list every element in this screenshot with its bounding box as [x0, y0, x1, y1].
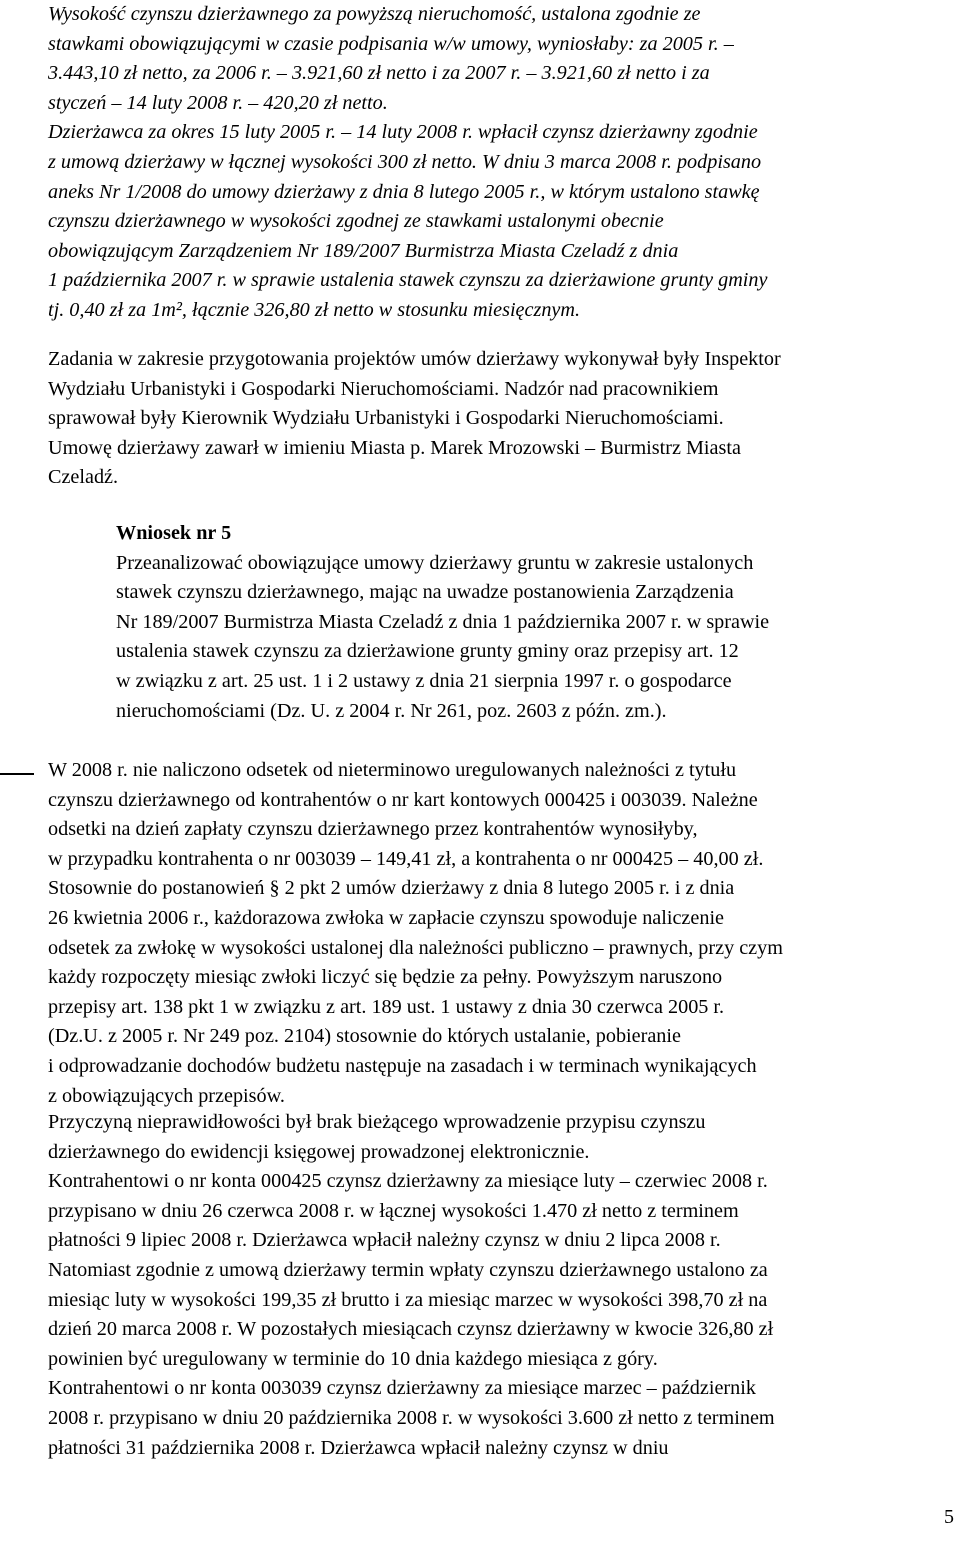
paragraph-responsibility: Zadania w zakresie przygotowania projektów umów dzierżawy wykonywał były Inspektor Wydziału Urbanistyki i Gospodarki Nieruchomościami. Nadzór nad pracownikiem sprawował były Kierownik Wydziału Urbanistyki i Gospodarki Nieruchomościami. Umowę dzierżawy zawarł w imieniu Miasta p. Marek Mrozowski – Burmistrz Miasta Czeladź. — [48, 348, 781, 489]
paragraph-interest: W 2008 r. nie naliczono odsetek od nieterminowo uregulowanych należności z tytułu czynszu dzierżawnego od kontrahentów o nr kart kontowych 000425 i 003039. Należne odsetki na dzień zapłaty czynszu dzierżawnego przez kontrahentów wynosiłyby, w przypadku kontrahenta o nr 003039 – 149,41 zł, a kontrahenta o nr 000425 – 40,00 zł. Stosownie do postanowień § 2 pkt 2 umów dzierżawy z dnia 8 lutego 2005 r. i z dnia 26 kwietnia 2006 r., każdorazowa zwłoka w zapłacie czynszu spowoduje naliczenie odsetek za zwłokę w wysokości ustalonej dla należności publiczno – prawnych, przy czym każdy rozpoczęty miesiąc zwłoki liczyć się będzie za pełny. Powyższym naruszono przepisy art. 138 pkt 1 w związku z art. 189 ust. 1 ustawy z dnia 30 czerwca 2005 r. (Dz.U. z 2005 r. Nr 249 poz. 2104) stosownie do których ustalanie, pobieranie i odprowadzanie dochodów budżetu następuje na zasadach i w terminach wynikających z obowiązujących przepisów. — [48, 759, 783, 1107]
paragraph-lease-rent: Wysokość czynszu dzierżawnego za powyższą nieruchomość, ustalona zgodnie ze stawkami obowiązującymi w czasie podpisania w/w umowy, wyniosłaby: za 2005 r. – 3.443,10 zł netto, za 2006 r. – 3.921,60 zł netto i za 2007 r. – 3.921,60 zł netto i za styczeń – 14 luty 2008 r. – 420,20 zł netto. Dzierżawca za okres 15 luty 2005 r. – 14 luty 2008 r. wpłacił czynsz dzierżawny zgodnie z umową dzierżawy w łącznej wysokości 300 zł netto. W dniu 3 marca 2008 r. podpisano aneks Nr 1/2008 do umowy dzierżawy z dnia 8 lutego 2005 r., w którym ustalono stawkę czynszu dzierżawnego w wysokości zgodnej ze stawkami ustalonymi obecnie obowiązującym Zarządzeniem Nr 189/2007 Burmistrza Miasta Czeladź z dnia 1 października 2007 r. w sprawie ustalenia stawek czynszu za dzierżawione grunty gminy tj. 0,40 zł za 1m², łącznie 326,80 zł netto w stosunku miesięcznym. — [48, 3, 768, 321]
recommendation-block — [116, 519, 958, 726]
recommendation-text: Przeanalizować obowiązujące umowy dzierżawy gruntu w zakresie ustalonych stawek czynszu dzierżawnego, mając na uwadze postanowienia Zarządzenia Nr 189/2007 Burmistrza Miasta Czeladź z dnia 1 października 2007 r. w sprawie ustalenia stawek czynszu za dzierżawione grunty gminy oraz przepisy art. 12 w związku z art. 25 ust. 1 i 2 ustawy z dnia 21 sierpnia 1997 r. o gospodarce nieruchomościami (Dz. U. z 2004 r. Nr 261, poz. 2603 z późn. zm.). — [116, 551, 770, 722]
paragraph-causes: Przyczyną nieprawidłowości był brak bieżącego wprowadzenie przypisu czynszu dzierżawnego do ewidencji księgowej prowadzonej elektronicznie. Kontrahentowi o nr konta 000425 czynsz dzierżawny za miesiące luty – czerwiec 2008 r. przypisano w dniu 26 czerwca 2008 r. w łącznej wysokości 1.470 zł netto z terminem płatności 9 lipiec 2008 r. Dzierżawca wpłacił należny czynsz w dniu 2 lipca 2008 r. Natomiast zgodnie z umową dzierżawy termin wpłaty czynszu dzierżawnego ustalono za miesiąc luty w wysokości 199,35 zł brutto i za miesiąc marzec w wysokości 398,70 zł na dzień 20 marca 2008 r. W pozostałych miesiącach czynsz dzierżawny w kwocie 326,80 zł powinien być uregulowany w terminie do 10 dnia każdego miesiąca z góry. Kontrahentowi o nr konta 003039 czynsz dzierżawny za miesiące marzec – październik 2008 r. przypisano w dniu 20 października 2008 r. w wysokości 3.600 zł netto z terminem płatności 31 października 2008 r. Dzierżawca wpłacił należny czynsz w dniu — [48, 1111, 775, 1459]
recommendation-title: Wniosek nr 5 — [116, 522, 232, 544]
list-dash-bullet — [0, 773, 34, 775]
page-number: 5 — [944, 1506, 954, 1528]
